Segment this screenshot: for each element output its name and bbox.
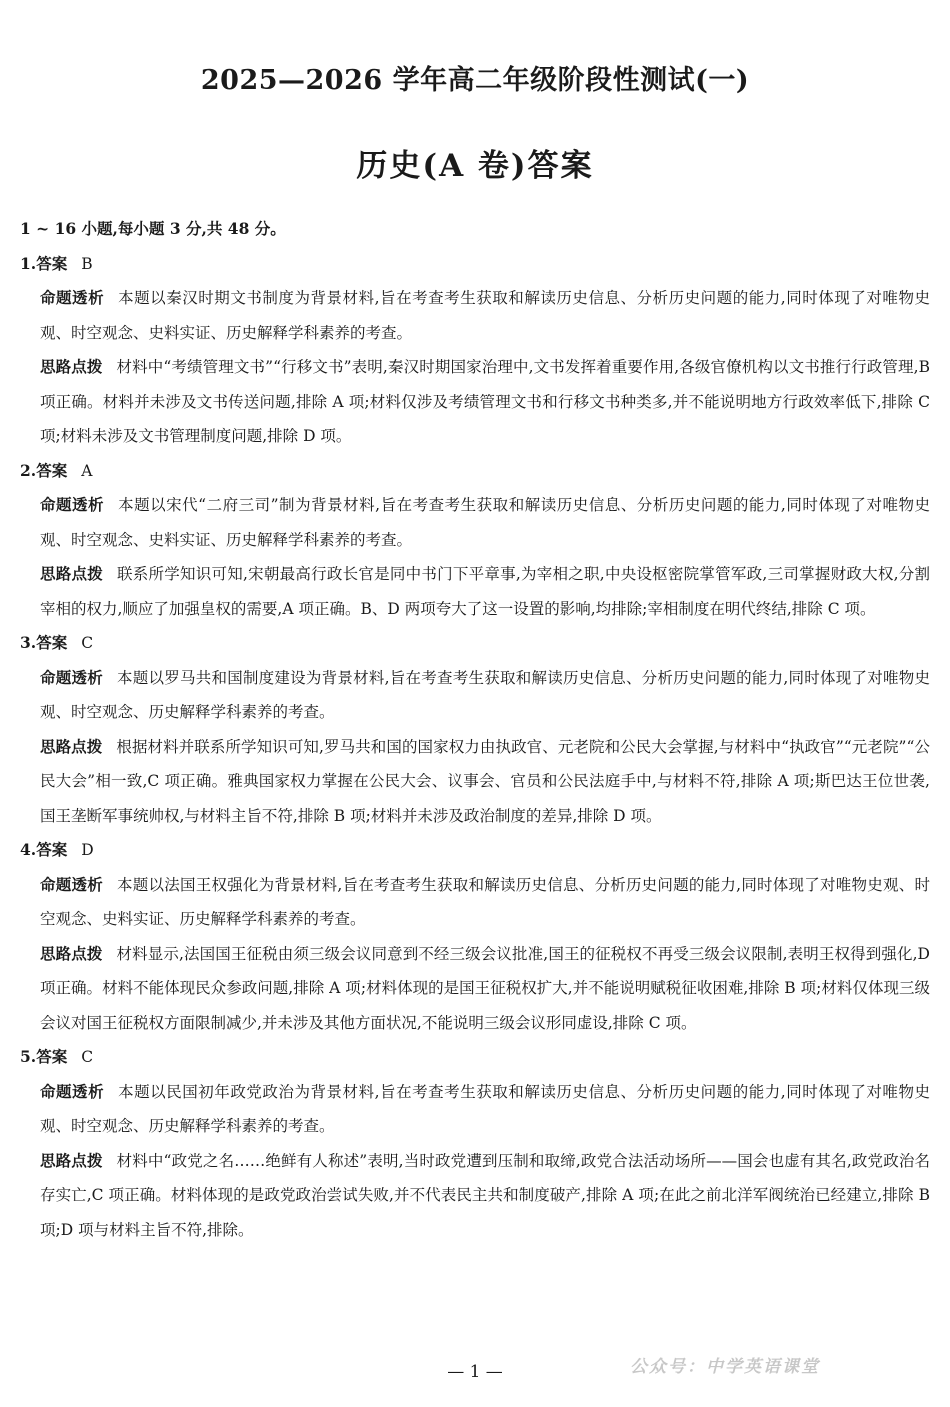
question-number: 1. [20,253,37,273]
question-number: 2. [20,460,37,480]
hint-label: 思路点拨 [40,943,103,963]
hint-paragraph [40,730,930,834]
analysis-text: 本题以民国初年政党政治为背景材料,旨在考查考生获取和解读历史信息、分析历史问题的能力,同时体现了对唯物史观、时空观念、历史解释学科素养的考查。 [40,1082,930,1135]
hint-text: 联系所学知识可知,宋朝最高行政长官是同中书门下平章事,为宰相之职,中央设枢密院掌管军政,三司掌握财政大权,分割宰相的权力,顺应了加强皇权的需要,A 项正确。B、D 两项夸大了这一设置的影响,均排除;宰相制度在明代终结,排除 C 项。 [40,565,930,618]
hint-label: 思路点拨 [40,1150,103,1170]
question-block [20,626,930,833]
analysis-text: 本题以宋代“二府三司”制为背景材料,旨在考查考生获取和解读历史信息、分析历史问题的能力,同时体现了对唯物史观、时空观念、史料实证、历史解释学科素养的考查。 [40,496,930,549]
page-subtitle: 历史(A 卷)答案 [356,148,594,184]
analysis-paragraph [40,661,930,730]
question-number: 5. [20,1047,37,1066]
hint-paragraph [40,350,930,454]
question-number: 3. [20,633,37,652]
question-header [20,454,930,489]
analysis-text: 本题以罗马共和国制度建设为背景材料,旨在考查考生获取和解读历史信息、分析历史问题的能力,同时体现了对唯物史观、时空观念、历史解释学科素养的考查。 [40,668,930,721]
question-header [20,247,930,282]
question-header [20,833,930,868]
page-number: — 1 — [447,1362,503,1382]
watermark: 公众号：中学英语课堂 [630,1357,820,1377]
question-block [20,1040,930,1247]
hint-text: 根据材料并联系所学知识可知,罗马共和国的国家权力由执政官、元老院和公民大会掌握,与材料中“执政官”“元老院”“公民大会”相一致,C 项正确。雅典国家权力掌握在公民大会、议事会、官员和公民法庭手中,与材料不符,排除 A 项;斯巴达王位世袭,国王垄断军事统帅权,与材料主旨不符,排除 B 项;材料并未涉及政治制度的差异,排除 D 项。 [40,737,930,825]
analysis-label: 命题透析 [40,667,103,687]
answer-label: 答案 [36,253,68,273]
answer-label: 答案 [36,840,68,859]
hint-paragraph [40,1144,930,1248]
question-number: 4. [20,840,37,859]
hint-text: 材料显示,法国国王征税由须三级会议同意到不经三级会议批准,国王的征税权不再受三级会议限制,表明王权得到强化,D 项正确。材料不能体现民众参政问题,排除 A 项;材料体现的是国王征税权扩大,并不能说明赋税征收困难,排除 B 项;材料仅体现三级会议对国王征税权方面限制减少,并未涉及其他方面状况,不能说明三级会议形同虚设,排除 C 项。 [40,944,930,1032]
question-block [20,833,930,1040]
answer-choice: C [81,1048,94,1066]
hint-label: 思路点拨 [40,564,103,583]
answer-label: 答案 [36,1047,68,1066]
answer-choice: B [81,254,93,273]
question-list [20,247,930,1248]
answer-choice: C [81,634,94,652]
hint-label: 思路点拨 [40,736,103,756]
score-intro: 1 ~ 16 小题,每小题 3 分,共 48 分。 [20,219,286,238]
question-block [20,247,930,454]
answer-choice: A [81,461,93,480]
analysis-label: 命题透析 [40,495,105,514]
hint-paragraph [40,557,930,626]
analysis-paragraph [40,488,930,557]
page-title: 2025—2026 学年高二年级阶段性测试(一) [200,65,750,96]
analysis-text: 本题以秦汉时期文书制度为背景材料,旨在考查考生获取和解读历史信息、分析历史问题的能力,同时体现了对唯物史观、时空观念、史料实证、历史解释学科素养的考查。 [40,289,930,342]
analysis-label: 命题透析 [40,288,105,307]
answer-label: 答案 [36,633,68,652]
hint-paragraph [40,937,930,1041]
hint-text: 材料中“政党之名……绝鲜有人称述”表明,当时政党遭到压制和取缔,政党合法活动场所——国会也虚有其名,政党政治名存实亡,C 项正确。材料体现的是政党政治尝试失败,并不代表民主共和制度破产,排除 A 项;在此之前北洋军阀统治已经建立,排除 B 项;D 项与材料主旨不符,排除。 [40,1151,930,1239]
analysis-label: 命题透析 [40,874,103,894]
hint-text: 材料中“考绩管理文书”“行移文书”表明,秦汉时期国家治理中,文书发挥着重要作用,各级官僚机构以文书推行行政管理,B 项正确。材料并未涉及文书传送问题,排除 A 项;材料仅涉及考绩管理文书和行移文书种类多,并不能说明地方行政效率低下,排除 C 项;材料未涉及文书管理制度问题,排除 D 项。 [40,358,930,445]
analysis-text: 本题以法国王权强化为背景材料,旨在考查考生获取和解读历史信息、分析历史问题的能力,同时体现了对唯物史观、时空观念、史料实证、历史解释学科素养的考查。 [40,875,930,928]
analysis-paragraph [40,868,930,937]
answer-content [20,212,930,1247]
question-block [20,454,930,627]
analysis-paragraph [40,1075,930,1144]
analysis-label: 命题透析 [40,1081,105,1101]
analysis-paragraph [40,281,930,350]
question-header [20,626,930,661]
question-header [20,1040,930,1075]
answer-label: 答案 [36,460,68,480]
answer-choice: D [81,841,94,859]
hint-label: 思路点拨 [40,357,103,376]
